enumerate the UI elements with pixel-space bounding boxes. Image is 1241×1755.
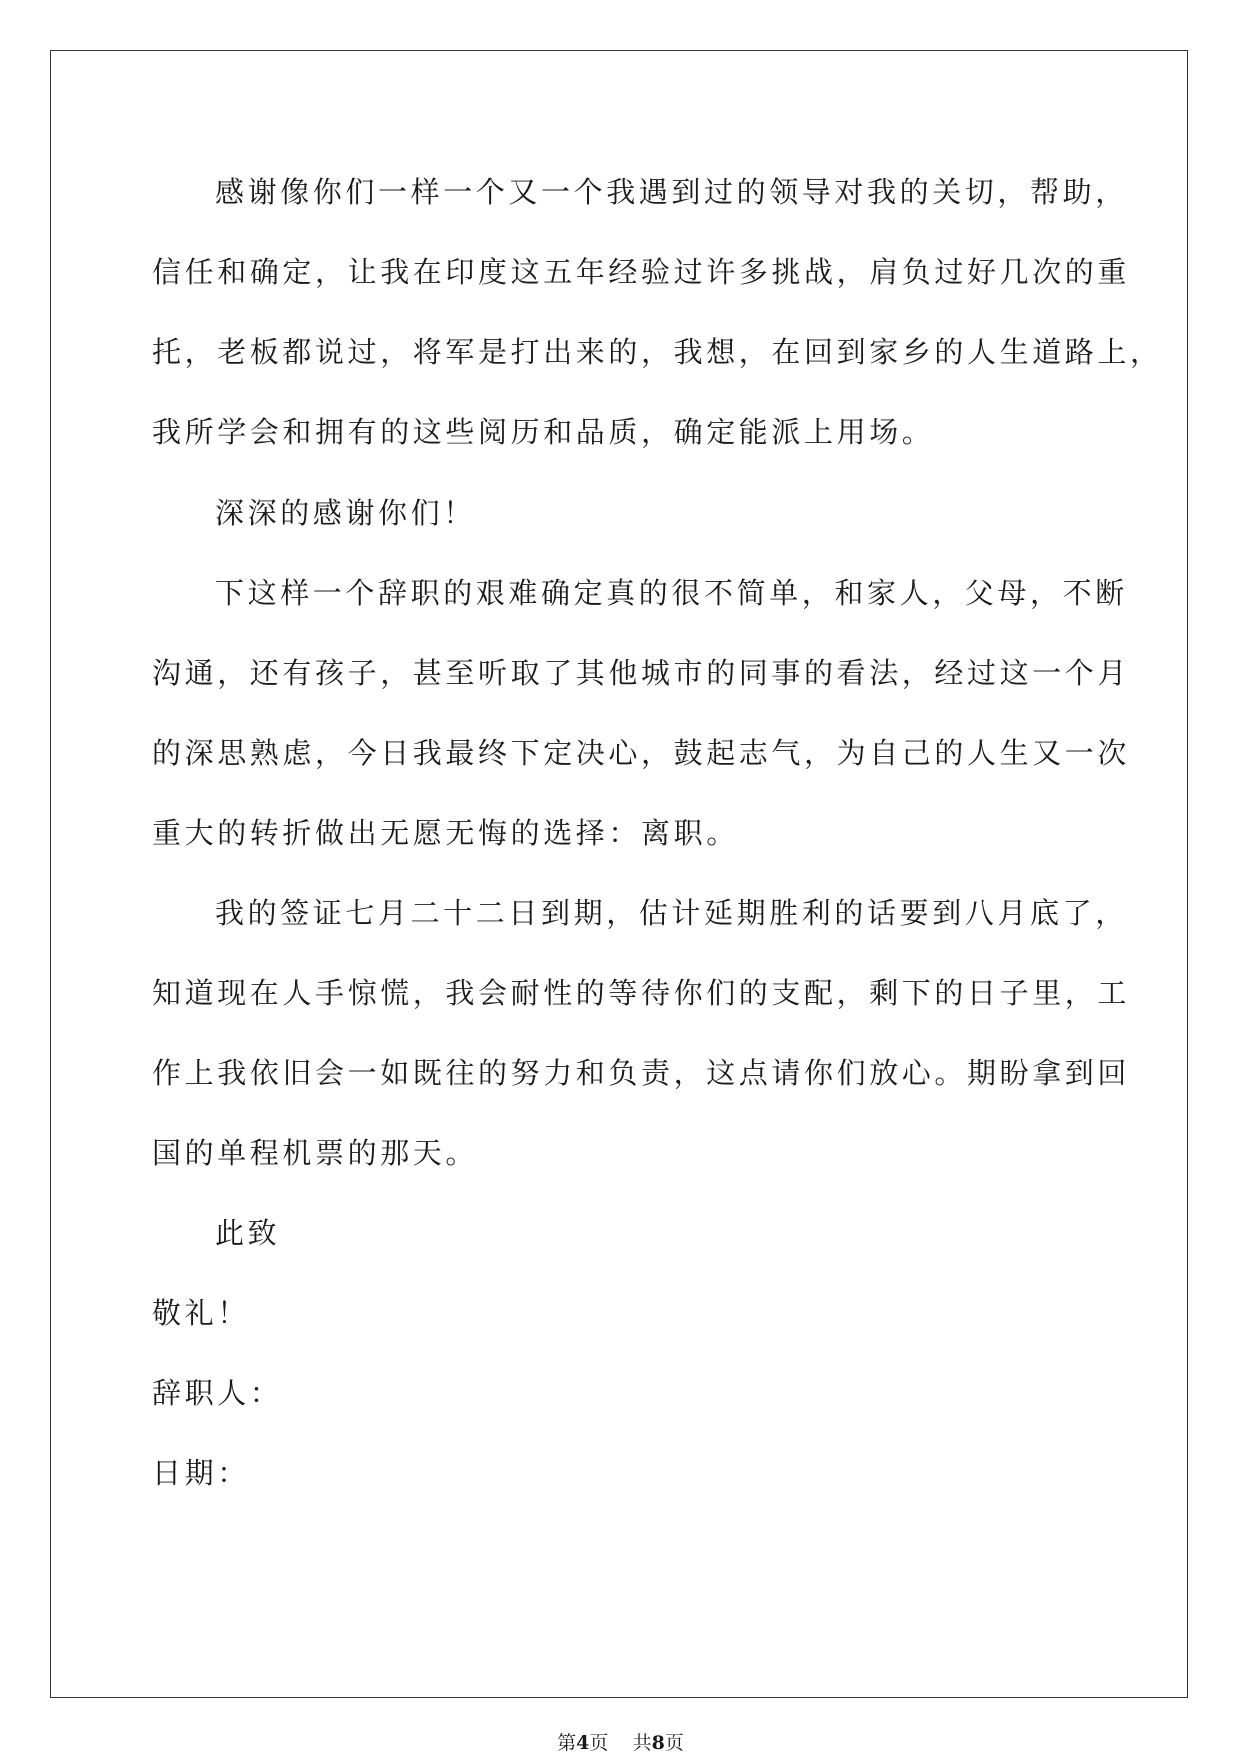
footer-page-suffix: 页 <box>589 1732 609 1754</box>
footer-total-suffix: 页 <box>664 1732 684 1754</box>
paragraph-line: 我所学会和拥有的这些阅历和品质，确定能派上用场。 <box>152 415 935 449</box>
footer-total-number: 8 <box>651 1732 665 1754</box>
signer-line: 辞职人： <box>152 1376 283 1410</box>
footer-page-number: 4 <box>576 1732 590 1754</box>
salutation-line: 敬礼！ <box>152 1296 250 1330</box>
paragraph-line: 下这样一个辞职的艰难确定真的很不简单，和家人，父母，不断 <box>215 576 1128 610</box>
footer-prefix: 第 <box>557 1732 577 1754</box>
paragraph-line: 我的签证七月二十二日到期，估计延期胜利的话要到八月底了， <box>215 896 1128 930</box>
paragraph-line: 沟通，还有孩子，甚至听取了其他城市的同事的看法，经过这一个月 <box>152 656 1131 690</box>
paragraph-line: 托，老板都说过，将军是打出来的，我想，在回到家乡的人生道路上， <box>152 335 1163 369</box>
paragraph-line: 重大的转折做出无愿无悔的选择：离职。 <box>152 816 739 850</box>
paragraph-line: 深深的感谢你们！ <box>215 496 476 530</box>
paragraph-line: 知道现在人手惊慌，我会耐性的等待你们的支配，剩下的日子里，工 <box>152 976 1131 1010</box>
paragraph-line: 的深思熟虑，今日我最终下定决心，鼓起志气，为自己的人生又一次 <box>152 736 1131 770</box>
paragraph-line: 国的单程机票的那天。 <box>152 1136 479 1170</box>
footer-total-prefix: 共 <box>632 1732 652 1754</box>
paragraph-line: 信任和确定，让我在印度这五年经验过许多挑战，肩负过好几次的重 <box>152 255 1131 289</box>
paragraph-line: 作上我依旧会一如既往的努力和负责，这点请你们放心。期盼拿到回 <box>152 1056 1131 1090</box>
date-line: 日期： <box>152 1456 250 1490</box>
closing-line: 此致 <box>215 1216 281 1250</box>
paragraph-line: 感谢像你们一样一个又一个我遇到过的领导对我的关切，帮助， <box>215 175 1128 209</box>
page-border <box>50 50 1188 1698</box>
page-footer <box>0 1731 1241 1755</box>
